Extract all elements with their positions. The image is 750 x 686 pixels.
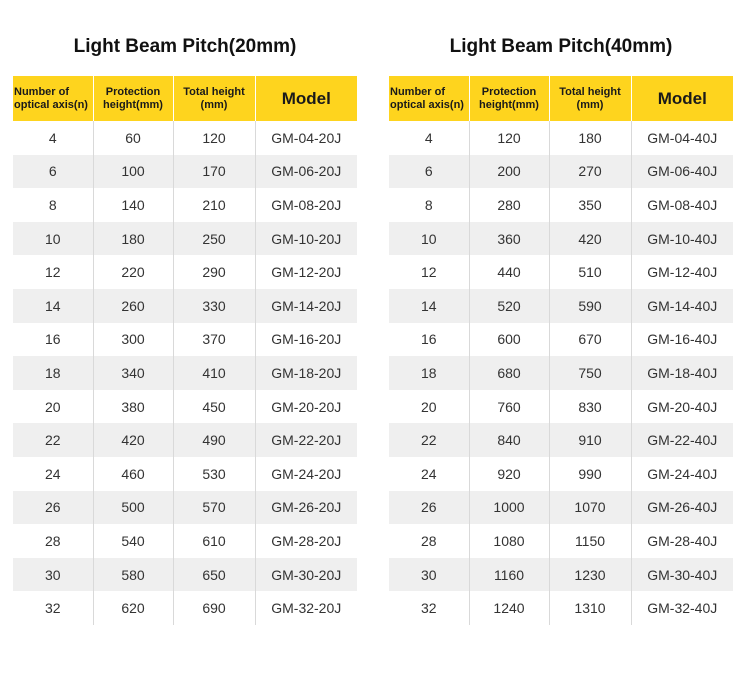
cell-protection-height: 1240 [469,591,549,625]
cell-total-height: 290 [173,255,255,289]
cell-model: GM-30-20J [255,558,357,592]
header-optical-axis: Number of optical axis(n) [13,76,93,121]
cell-model: GM-12-20J [255,255,357,289]
spec-table [13,76,357,625]
table-row [389,289,733,323]
cell-optical-axis: 6 [389,155,469,189]
cell-optical-axis: 4 [389,121,469,155]
cell-protection-height: 840 [469,423,549,457]
cell-optical-axis: 12 [389,255,469,289]
cell-protection-height: 1080 [469,524,549,558]
cell-model: GM-28-40J [631,524,733,558]
cell-optical-axis: 8 [389,188,469,222]
table-row [13,524,357,558]
cell-model: GM-32-20J [255,591,357,625]
table-row [13,423,357,457]
cell-model: GM-22-40J [631,423,733,457]
table-row [13,121,357,155]
cell-total-height: 510 [549,255,631,289]
cell-total-height: 1150 [549,524,631,558]
cell-total-height: 570 [173,491,255,525]
cell-model: GM-24-40J [631,457,733,491]
cell-optical-axis: 16 [389,323,469,357]
table-row [13,558,357,592]
cell-optical-axis: 20 [389,390,469,424]
cell-model: GM-18-20J [255,356,357,390]
cell-protection-height: 600 [469,323,549,357]
cell-total-height: 350 [549,188,631,222]
cell-optical-axis: 14 [13,289,93,323]
cell-model: GM-06-20J [255,155,357,189]
cell-protection-height: 360 [469,222,549,256]
cell-optical-axis: 14 [389,289,469,323]
table-row [13,323,357,357]
cell-protection-height: 920 [469,457,549,491]
table-row [389,255,733,289]
cell-total-height: 610 [173,524,255,558]
cell-model: GM-04-40J [631,121,733,155]
cell-protection-height: 60 [93,121,173,155]
table-row [389,188,733,222]
cell-optical-axis: 18 [13,356,93,390]
cell-protection-height: 760 [469,390,549,424]
header-optical-axis: Number of optical axis(n) [389,76,469,121]
cell-optical-axis: 28 [13,524,93,558]
table-row [389,591,733,625]
cell-total-height: 530 [173,457,255,491]
cell-model: GM-26-20J [255,491,357,525]
cell-optical-axis: 26 [13,491,93,525]
cell-protection-height: 200 [469,155,549,189]
table-row [389,121,733,155]
cell-model: GM-10-20J [255,222,357,256]
cell-protection-height: 1160 [469,558,549,592]
cell-model: GM-16-20J [255,323,357,357]
cell-model: GM-24-20J [255,457,357,491]
cell-model: GM-16-40J [631,323,733,357]
cell-model: GM-14-40J [631,289,733,323]
table-row [389,222,733,256]
table-row [389,558,733,592]
cell-total-height: 420 [549,222,631,256]
cell-protection-height: 540 [93,524,173,558]
table-title: Light Beam Pitch(40mm) [449,36,673,57]
table-row [389,491,733,525]
cell-model: GM-12-40J [631,255,733,289]
beam-pitch-20mm-panel [13,0,357,625]
cell-model: GM-28-20J [255,524,357,558]
header-model: Model [631,76,733,121]
cell-total-height: 670 [549,323,631,357]
cell-optical-axis: 26 [389,491,469,525]
cell-protection-height: 220 [93,255,173,289]
cell-protection-height: 280 [469,188,549,222]
header-total-height: Total height (mm) [173,76,255,121]
cell-model: GM-14-20J [255,289,357,323]
cell-model: GM-20-40J [631,390,733,424]
cell-total-height: 330 [173,289,255,323]
header-protection-height: Protection height(mm) [469,76,549,121]
cell-optical-axis: 18 [389,356,469,390]
table-row [389,423,733,457]
cell-protection-height: 340 [93,356,173,390]
cell-optical-axis: 30 [389,558,469,592]
cell-model: GM-06-40J [631,155,733,189]
cell-protection-height: 380 [93,390,173,424]
table-row [13,591,357,625]
cell-protection-height: 460 [93,457,173,491]
cell-model: GM-26-40J [631,491,733,525]
cell-protection-height: 180 [93,222,173,256]
cell-optical-axis: 22 [389,423,469,457]
cell-model: GM-10-40J [631,222,733,256]
cell-optical-axis: 10 [13,222,93,256]
cell-total-height: 990 [549,457,631,491]
cell-protection-height: 520 [469,289,549,323]
table-row [13,289,357,323]
cell-total-height: 490 [173,423,255,457]
cell-total-height: 250 [173,222,255,256]
cell-model: GM-08-20J [255,188,357,222]
cell-protection-height: 420 [93,423,173,457]
cell-optical-axis: 24 [13,457,93,491]
table-title: Light Beam Pitch(20mm) [73,36,297,57]
cell-total-height: 650 [173,558,255,592]
header-total-height: Total height (mm) [549,76,631,121]
table-row [13,255,357,289]
cell-protection-height: 300 [93,323,173,357]
cell-total-height: 410 [173,356,255,390]
table-row [13,491,357,525]
cell-optical-axis: 24 [389,457,469,491]
table-row [389,323,733,357]
table-row [13,390,357,424]
cell-optical-axis: 30 [13,558,93,592]
cell-total-height: 830 [549,390,631,424]
table-row [389,457,733,491]
beam-pitch-40mm-panel [389,0,733,625]
cell-total-height: 1310 [549,591,631,625]
cell-protection-height: 500 [93,491,173,525]
cell-optical-axis: 4 [13,121,93,155]
cell-total-height: 180 [549,121,631,155]
table-row [389,155,733,189]
cell-total-height: 210 [173,188,255,222]
spec-table [389,76,733,625]
cell-optical-axis: 8 [13,188,93,222]
cell-model: GM-18-40J [631,356,733,390]
cell-model: GM-04-20J [255,121,357,155]
cell-total-height: 450 [173,390,255,424]
cell-total-height: 170 [173,155,255,189]
cell-protection-height: 260 [93,289,173,323]
header-protection-height: Protection height(mm) [93,76,173,121]
cell-total-height: 690 [173,591,255,625]
cell-optical-axis: 28 [389,524,469,558]
cell-optical-axis: 32 [389,591,469,625]
table-row [13,356,357,390]
cell-protection-height: 140 [93,188,173,222]
table-row [13,155,357,189]
cell-optical-axis: 16 [13,323,93,357]
cell-protection-height: 580 [93,558,173,592]
cell-total-height: 270 [549,155,631,189]
table-row [13,188,357,222]
cell-optical-axis: 20 [13,390,93,424]
cell-model: GM-08-40J [631,188,733,222]
header-model: Model [255,76,357,121]
cell-total-height: 1070 [549,491,631,525]
table-row [389,356,733,390]
cell-model: GM-20-20J [255,390,357,424]
cell-optical-axis: 10 [389,222,469,256]
cell-protection-height: 440 [469,255,549,289]
header-row [389,76,733,121]
cell-total-height: 590 [549,289,631,323]
cell-total-height: 1230 [549,558,631,592]
table-row [13,457,357,491]
table-row [389,524,733,558]
cell-total-height: 370 [173,323,255,357]
cell-protection-height: 620 [93,591,173,625]
cell-optical-axis: 12 [13,255,93,289]
table-row [13,222,357,256]
header-row [13,76,357,121]
cell-protection-height: 1000 [469,491,549,525]
cell-total-height: 120 [173,121,255,155]
table-row [389,390,733,424]
cell-model: GM-32-40J [631,591,733,625]
cell-model: GM-22-20J [255,423,357,457]
cell-optical-axis: 22 [13,423,93,457]
cell-total-height: 750 [549,356,631,390]
cell-model: GM-30-40J [631,558,733,592]
cell-optical-axis: 6 [13,155,93,189]
cell-protection-height: 100 [93,155,173,189]
cell-protection-height: 120 [469,121,549,155]
cell-protection-height: 680 [469,356,549,390]
cell-optical-axis: 32 [13,591,93,625]
cell-total-height: 910 [549,423,631,457]
